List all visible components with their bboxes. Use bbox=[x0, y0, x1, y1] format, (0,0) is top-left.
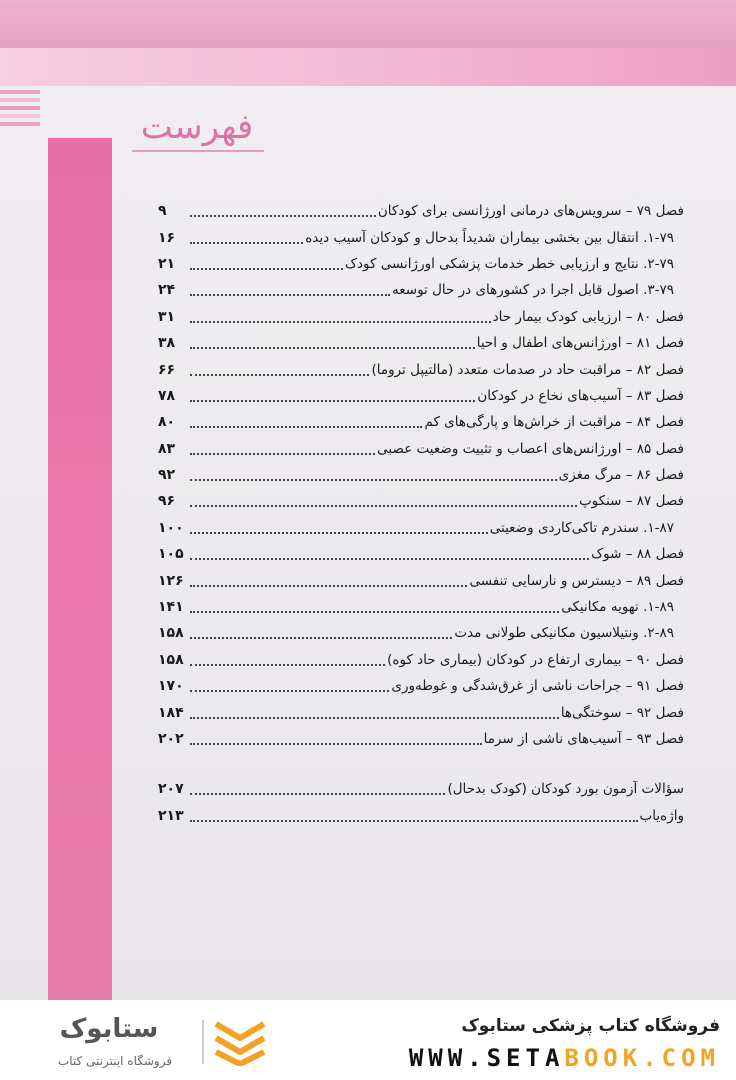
toc-page-number: ۲۰۲ bbox=[158, 731, 184, 747]
toc-entry bbox=[158, 726, 684, 752]
toc-leader-dots bbox=[190, 347, 475, 349]
decor-stripe bbox=[0, 114, 40, 118]
toc-page-number: ۸۳ bbox=[158, 440, 176, 457]
toc-entry-label: فصل ۹۲ – سوختگی‌ها bbox=[560, 704, 684, 721]
toc-page-number: ۱۰۵ bbox=[158, 546, 184, 563]
toc-entry bbox=[158, 515, 684, 541]
toc-entry bbox=[158, 567, 684, 593]
toc-entry-label: فصل ۸۳ – آسیب‌های نخاع در کودکان bbox=[477, 387, 684, 404]
toc-entry bbox=[158, 699, 684, 725]
toc-page-number: ۱۰۰ bbox=[158, 519, 184, 536]
toc-entry bbox=[158, 277, 684, 303]
toc-leader-dots bbox=[190, 820, 638, 822]
toc-entry bbox=[158, 304, 684, 330]
shop-name: فروشگاه کتاب پزشکی ستابوک bbox=[461, 1016, 720, 1036]
toc-entry bbox=[158, 803, 684, 829]
toc-entry-label: ۳-۷۹. اصول قابل اجرا در کشورهای در حال توسعه bbox=[392, 282, 674, 299]
toc-leader-dots bbox=[190, 374, 369, 376]
toc-entry bbox=[158, 673, 684, 699]
toc-entry bbox=[158, 251, 684, 277]
toc-entry-label: فصل ۸۲ – مراقبت حاد در صدمات متعدد (مالتیپل تروما) bbox=[371, 361, 684, 378]
footer-banner bbox=[0, 1000, 736, 1080]
toc-page-number: ۱۷۰ bbox=[158, 678, 184, 695]
toc-entry-label: واژه‌یاب bbox=[639, 807, 684, 824]
toc-leader-dots bbox=[190, 268, 343, 270]
toc-leader-dots bbox=[190, 426, 422, 428]
toc-leader-dots bbox=[190, 505, 577, 507]
toc-leader-dots bbox=[190, 532, 488, 534]
toc-page-number: ۱۸۴ bbox=[158, 704, 184, 721]
title-underline bbox=[132, 150, 264, 152]
toc-entry bbox=[158, 330, 684, 356]
toc-entry bbox=[158, 383, 684, 409]
toc-leader-dots bbox=[190, 585, 467, 587]
toc-leader-dots bbox=[190, 690, 389, 692]
chevron-logo-icon bbox=[212, 1016, 268, 1066]
toc-entry-label: ۲-۷۹. نتایج و ارزیابی خطر خدمات پزشکی اورژانسی کودک bbox=[344, 255, 674, 272]
toc-entry bbox=[158, 594, 684, 620]
decor-stripe bbox=[0, 106, 40, 110]
toc-page-number: ۲۱ bbox=[158, 255, 176, 272]
toc-leader-dots bbox=[190, 294, 390, 296]
decor-stripe bbox=[0, 98, 40, 102]
table-of-contents bbox=[158, 198, 684, 829]
toc-entry bbox=[158, 647, 684, 673]
toc-entry-label: فصل ۸۸ – شوک bbox=[591, 546, 684, 563]
toc-gap bbox=[158, 752, 684, 776]
toc-page-number: ۲۰۷ bbox=[158, 781, 184, 798]
toc-entry-label: ۲-۸۹. ونتیلاسیون مکانیکی طولانی مدت bbox=[454, 625, 674, 642]
toc-page-number: ۷۸ bbox=[158, 387, 176, 404]
toc-page-number: ۲۱۳ bbox=[158, 807, 184, 824]
header-gradient-band bbox=[0, 48, 736, 86]
page-title-box bbox=[132, 100, 262, 154]
toc-entry bbox=[158, 356, 684, 382]
toc-entry-label: فصل ۸۶ – مرگ مغزی bbox=[558, 467, 684, 484]
shop-url[interactable] bbox=[409, 1044, 720, 1072]
logo-divider bbox=[202, 1020, 204, 1064]
toc-entry-label: ۱-۸۷. سندرم تاکی‌کاردی وضعیتی bbox=[489, 519, 674, 536]
toc-leader-dots bbox=[190, 242, 303, 244]
toc-entry-label: فصل ۹۱ – جراحات ناشی از غرق‌شدگی و غوطه‌وری bbox=[391, 678, 684, 695]
logo-wordmark: ستابوک bbox=[59, 1014, 159, 1044]
toc-entry-label: فصل ۷۹ – سرویس‌های درمانی اورژانسی برای کودکان bbox=[377, 203, 684, 220]
toc-leader-dots bbox=[190, 637, 452, 639]
toc-entry-label: فصل ۹۰ – بیماری ارتفاع در کودکان (بیماری حاد کوه) bbox=[387, 651, 684, 668]
toc-leader-dots bbox=[190, 611, 559, 613]
decor-stripe bbox=[0, 122, 40, 126]
toc-entry-label: فصل ۸۹ – دیسترس و نارسایی تنفسی bbox=[469, 572, 684, 589]
toc-entry-label: فصل ۸۷ – سنکوپ bbox=[578, 493, 684, 510]
toc-page-number: ۱۶ bbox=[158, 229, 176, 246]
toc-entry-label: ۱-۷۹. انتقال بین بخشی بیماران شدیداً بدحال و کودکان آسیب دیده bbox=[305, 229, 674, 246]
toc-leader-dots bbox=[190, 664, 385, 666]
toc-leader-dots bbox=[190, 453, 375, 455]
toc-entry bbox=[158, 776, 684, 802]
toc-leader-dots bbox=[190, 400, 475, 402]
url-part-2: BOOK.COM bbox=[564, 1044, 720, 1072]
toc-entry bbox=[158, 224, 684, 250]
toc-page-number: ۲۴ bbox=[158, 282, 176, 299]
toc-page-number: ۱۵۸ bbox=[158, 625, 184, 642]
left-pink-bar bbox=[48, 138, 112, 1000]
toc-page-number: ۶۶ bbox=[158, 361, 176, 378]
toc-page-number: ۱۴۱ bbox=[158, 599, 184, 616]
toc-entry-label: فصل ۸۱ – اورژانس‌های اطفال و احیا bbox=[476, 335, 684, 352]
toc-entry-label: فصل ۸۰ – ارزیابی کودک بیمار حاد bbox=[492, 308, 684, 325]
toc-leader-dots bbox=[190, 717, 559, 719]
toc-entry bbox=[158, 198, 684, 224]
toc-entry-label: فصل ۸۵ – اورژانس‌های اعصاب و تثبیت وضعیت عصبی bbox=[377, 440, 684, 457]
toc-page-number: ۱۲۶ bbox=[158, 572, 184, 589]
toc-entry bbox=[158, 488, 684, 514]
logo-tagline: فروشگاه اینترنتی کتاب bbox=[57, 1054, 173, 1068]
toc-entry bbox=[158, 541, 684, 567]
toc-page-number: ۹۶ bbox=[158, 493, 176, 510]
top-pink-band bbox=[0, 0, 736, 48]
toc-entry-label: فصل ۸۴ – مراقبت از خراش‌ها و پارگی‌های کم bbox=[424, 414, 684, 431]
url-part-1: WWW.SETA bbox=[408, 1044, 565, 1072]
toc-entry-label: ۱-۸۹. تهویه مکانیکی bbox=[561, 599, 674, 616]
toc-entry bbox=[158, 436, 684, 462]
toc-leader-dots bbox=[190, 743, 482, 745]
toc-leader-dots bbox=[190, 215, 376, 217]
page-title: فهرست bbox=[140, 107, 254, 147]
toc-page-number: ۸۰ bbox=[158, 414, 176, 431]
toc-page-number: ۳۱ bbox=[158, 308, 176, 325]
toc-leader-dots bbox=[190, 793, 445, 795]
toc-entry-label: سؤالات آزمون بورد کودکان (کودک بدحال) bbox=[447, 781, 684, 798]
decor-stripe bbox=[0, 90, 40, 94]
toc-page-number: ۱۵۸ bbox=[158, 651, 184, 668]
toc-leader-dots bbox=[190, 479, 557, 481]
toc-entry bbox=[158, 409, 684, 435]
toc-entry bbox=[158, 620, 684, 646]
toc-page-number: ۳۸ bbox=[158, 335, 176, 352]
toc-entry-label: فصل ۹۳ – آسیب‌های ناشی از سرما bbox=[483, 731, 684, 747]
toc-page-number: ۹ bbox=[158, 203, 167, 220]
toc-leader-dots bbox=[190, 321, 491, 323]
toc-leader-dots bbox=[190, 558, 589, 560]
toc-entry bbox=[158, 462, 684, 488]
toc-page-number: ۹۲ bbox=[158, 467, 176, 484]
